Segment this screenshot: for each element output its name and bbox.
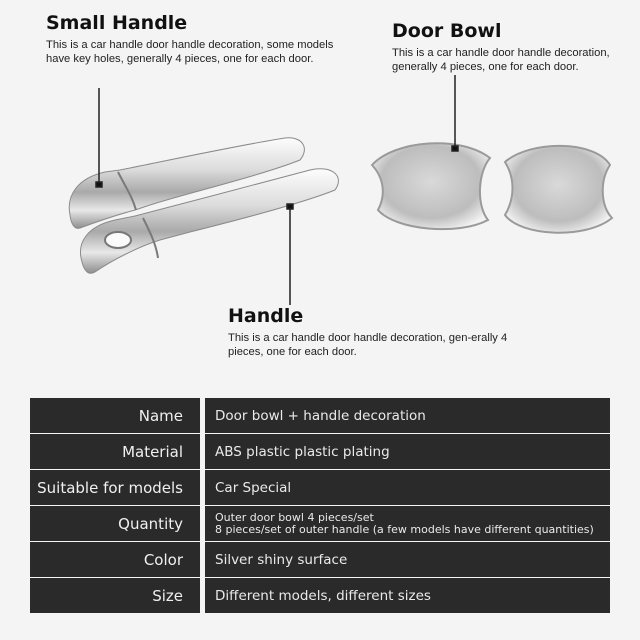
spec-label: Quantity xyxy=(30,506,200,541)
handle-description: This is a car handle door handle decoration, gen-erally 4 pieces, one for each door. xyxy=(228,332,508,358)
left-door-bowl-part xyxy=(372,143,490,229)
spec-row-quantity xyxy=(30,506,610,541)
spec-row-size xyxy=(30,578,610,613)
right-door-bowl-part xyxy=(505,146,612,233)
spec-value: Door bowl + handle decoration xyxy=(205,398,610,433)
spec-row-color xyxy=(30,542,610,577)
spec-table xyxy=(30,398,610,614)
handle-callout xyxy=(228,305,513,359)
spec-label: Color xyxy=(30,542,200,577)
small-handle-callout xyxy=(46,12,336,66)
spec-row-suitable-models xyxy=(30,470,610,505)
spec-value: Different models, different sizes xyxy=(205,578,610,613)
spec-value: Car Special xyxy=(205,470,610,505)
spec-value xyxy=(205,506,610,541)
door-bowl-callout xyxy=(392,20,637,74)
spec-label: Name xyxy=(30,398,200,433)
spec-value: Silver shiny surface xyxy=(205,542,610,577)
spec-label: Size xyxy=(30,578,200,613)
door-bowl-title: Door Bowl xyxy=(392,20,502,42)
door-bowl-description: This is a car handle door handle decoration, generally 4 pieces, one for each door. xyxy=(392,47,610,73)
small-handle-title: Small Handle xyxy=(46,12,188,34)
handle-title: Handle xyxy=(228,305,304,327)
small-handle-description: This is a car handle door handle decoration, some models have key holes, generally 4 pieces, one for each door. xyxy=(46,39,334,65)
spec-row-material xyxy=(30,434,610,469)
spec-value: ABS plastic plastic plating xyxy=(205,434,610,469)
spec-value-line-1: Outer door bowl 4 pieces/set xyxy=(215,510,374,524)
spec-label: Suitable for models xyxy=(30,470,200,505)
spec-value-line-2: 8 pieces/set of outer handle (a few models have different quantities) xyxy=(215,522,594,536)
spec-label: Material xyxy=(30,434,200,469)
spec-row-name xyxy=(30,398,610,433)
